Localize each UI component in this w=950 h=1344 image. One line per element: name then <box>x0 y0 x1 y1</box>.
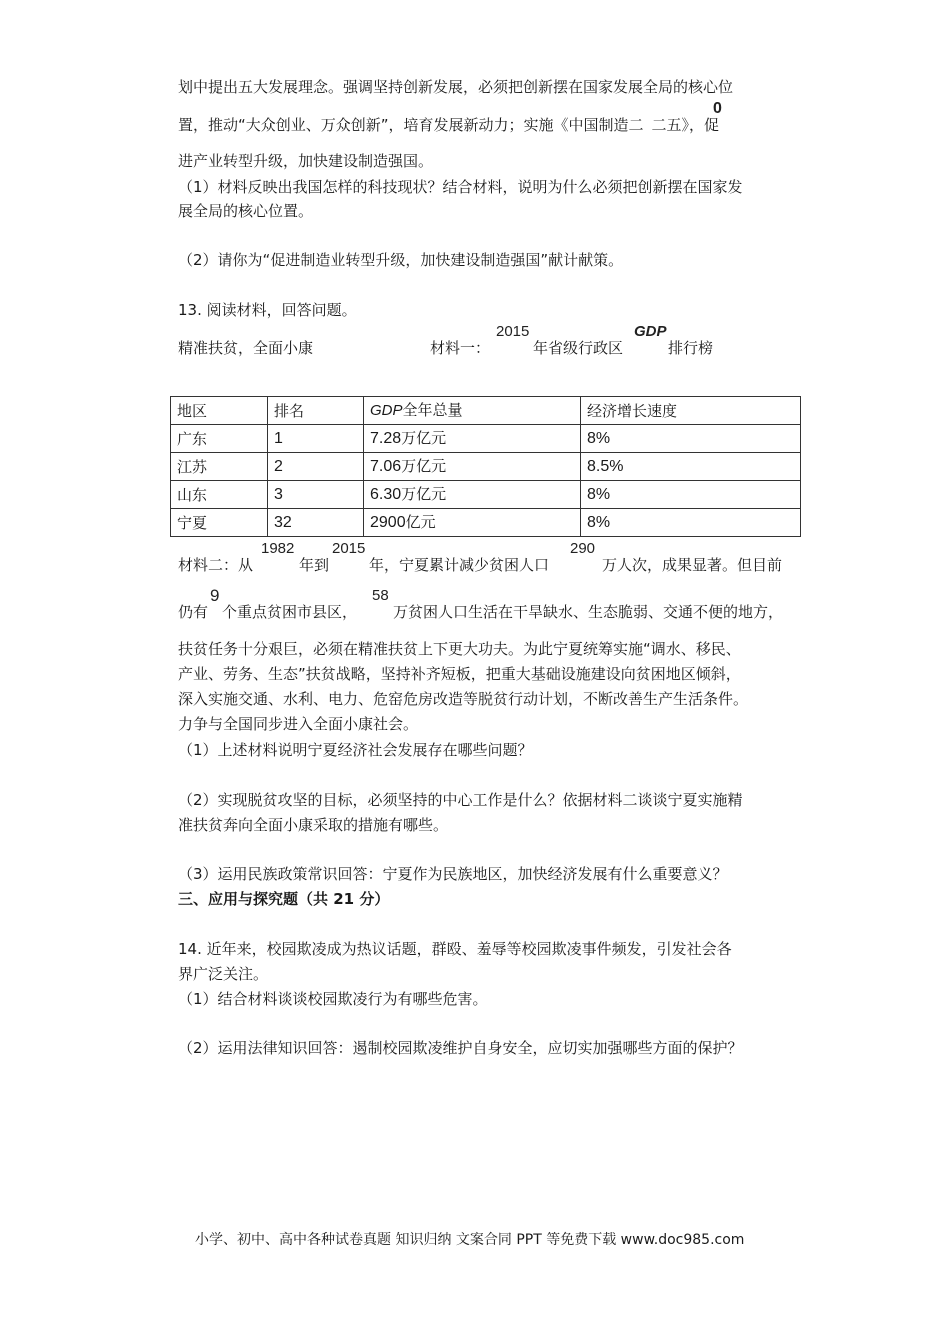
q14-line1: 14. 近年来，校园欺凌成为热议话题，群殴、羞辱等校园欺凌事件频发，引发社会各 <box>178 940 732 958</box>
cell-rank <box>268 425 364 453</box>
m2-poverty-reduced: 290 <box>570 540 596 557</box>
gdp-ranking-table <box>170 396 801 537</box>
q12-sub2: （2）请你为“促进制造业转型升级，加快建设制造强国”献计献策。 <box>178 251 624 269</box>
cell-growth <box>581 481 801 509</box>
cell-region: 山东 <box>171 481 268 509</box>
cell-growth <box>581 425 801 453</box>
q13-sub2-line1: （2）实现脱贫攻坚的目标，必须坚持的中心工作是什么？依据材料二谈谈宁夏实施精 <box>178 791 743 809</box>
growth-value: 8% <box>587 514 611 531</box>
q14-line2: 界广泛关注。 <box>178 965 269 983</box>
growth-value: 8% <box>587 486 611 503</box>
gdp-number: 6.30 <box>370 486 402 503</box>
q12-sub1-line1: （1）材料反映出我国怎样的科技现状？结合材料，说明为什么必须把创新摆在国家发 <box>178 178 743 196</box>
cell-growth <box>581 453 801 481</box>
m2-line3: 扶贫任务十分艰巨，必须在精准扶贫上下更大功夫。为此宁夏统筹实施“调水、移民、 <box>178 640 741 658</box>
m2-line5: 深入实施交通、水利、电力、危窑危房改造等脱贫行动计划，不断改善生产生活条件。 <box>178 690 749 708</box>
growth-value: 8.5% <box>587 458 624 475</box>
m2-text-e: 仍有 <box>178 603 209 621</box>
q13-material1-prefix: 材料一： <box>430 339 491 357</box>
q12-line3: 进产业转型升级，加快建设制造强国。 <box>178 152 434 170</box>
q14-sub1: （1）结合材料谈谈校园欺凌行为有哪些危害。 <box>178 990 488 1008</box>
m2-text-g: 万贫困人口生活在干旱缺水、生态脆弱、交通不便的地方， <box>393 603 784 621</box>
q12-superscript-zero: 0 <box>713 100 722 117</box>
cell-region: 江苏 <box>171 453 268 481</box>
q13-sub1: （1）上述材料说明宁夏经济社会发展存在哪些问题？ <box>178 741 533 759</box>
q13-material1-mid: 年省级行政区 <box>533 339 624 357</box>
cell-rank <box>268 453 364 481</box>
q13-sub2-line2: 准扶贫奔向全面小康采取的措施有哪些。 <box>178 816 449 834</box>
q12-line2-text-b: 二五》，促 <box>651 116 720 134</box>
m2-county-count: 9 <box>210 586 220 605</box>
m2-text-a: 材料二：从 <box>178 556 254 574</box>
q13-material1-gdp: GDP <box>634 323 667 340</box>
table-row <box>171 481 801 509</box>
header-gdp-total: 全年总量 <box>402 401 463 419</box>
m2-text-c: 年，宁夏累计减少贫困人口 <box>369 556 550 574</box>
cell-rank <box>268 481 364 509</box>
q12-sub1-line2: 展全局的核心位置。 <box>178 202 314 220</box>
m2-year-end: 2015 <box>332 540 366 557</box>
gdp-unit: 万亿元 <box>401 429 447 447</box>
table-row <box>171 453 801 481</box>
m2-poor-population: 58 <box>372 587 389 604</box>
q13-sub3: （3）运用民族政策常识回答：宁夏作为民族地区，加快经济发展有什么重要意义？ <box>178 865 728 883</box>
cell-growth <box>581 509 801 537</box>
table-row <box>171 425 801 453</box>
q12-line2-text-a: 置，推动“大众创业、万众创新”，培育发展新动力；实施《中国制造二 <box>178 116 644 134</box>
section-heading: 三、应用与探究题（共 21 分） <box>178 890 390 908</box>
m2-text-d: 万人次，成果显著。但目前 <box>602 556 783 574</box>
gdp-unit: 万亿元 <box>401 457 447 475</box>
table-row <box>171 509 801 537</box>
footer-text: 小学、初中、高中各种试卷真题 知识归纳 文案合同 PPT 等免费下载 www.doc985.com <box>195 1232 745 1248</box>
gdp-number: 7.06 <box>370 458 402 475</box>
cell-gdp <box>364 481 581 509</box>
growth-value: 8% <box>587 430 611 447</box>
cell-region: 广东 <box>171 425 268 453</box>
header-gdp <box>364 397 581 425</box>
rank-value: 32 <box>274 514 292 531</box>
table-header-row <box>171 397 801 425</box>
rank-value: 1 <box>274 430 283 447</box>
gdp-number: 7.28 <box>370 430 402 447</box>
q13-material1-year: 2015 <box>496 323 530 340</box>
cell-gdp <box>364 453 581 481</box>
q13-intro: 13. 阅读材料，回答问题。 <box>178 301 357 319</box>
header-gdp-label: GDP <box>370 402 403 419</box>
q12-line2 <box>178 115 719 135</box>
header-region: 地区 <box>171 397 268 425</box>
q12-line1: 划中提出五大发展理念。强调坚持创新发展，必须把创新摆在国家发展全局的核心位 <box>178 78 734 96</box>
m2-text-b: 年到 <box>299 556 330 574</box>
cell-gdp <box>364 509 581 537</box>
gdp-unit: 亿元 <box>405 513 436 531</box>
q13-title: 精准扶贫，全面小康 <box>178 339 314 357</box>
header-growth: 经济增长速度 <box>581 397 801 425</box>
rank-value: 3 <box>274 486 283 503</box>
m2-line6: 力争与全国同步进入全面小康社会。 <box>178 715 419 733</box>
cell-gdp <box>364 425 581 453</box>
m2-year-start: 1982 <box>261 540 295 557</box>
q13-material1-suffix: 排行榜 <box>668 339 714 357</box>
header-rank: 排名 <box>268 397 364 425</box>
cell-rank <box>268 509 364 537</box>
gdp-unit: 万亿元 <box>401 485 447 503</box>
q14-sub2: （2）运用法律知识回答：遏制校园欺凌维护自身安全，应切实加强哪些方面的保护？ <box>178 1039 743 1057</box>
gdp-number: 2900 <box>370 514 406 531</box>
cell-region: 宁夏 <box>171 509 268 537</box>
m2-line4: 产业、劳务、生态”扶贫战略，坚持补齐短板，把重大基础设施建设向贫困地区倾斜， <box>178 665 741 683</box>
m2-text-f: 个重点贫困市县区， <box>222 603 358 621</box>
rank-value: 2 <box>274 458 283 475</box>
